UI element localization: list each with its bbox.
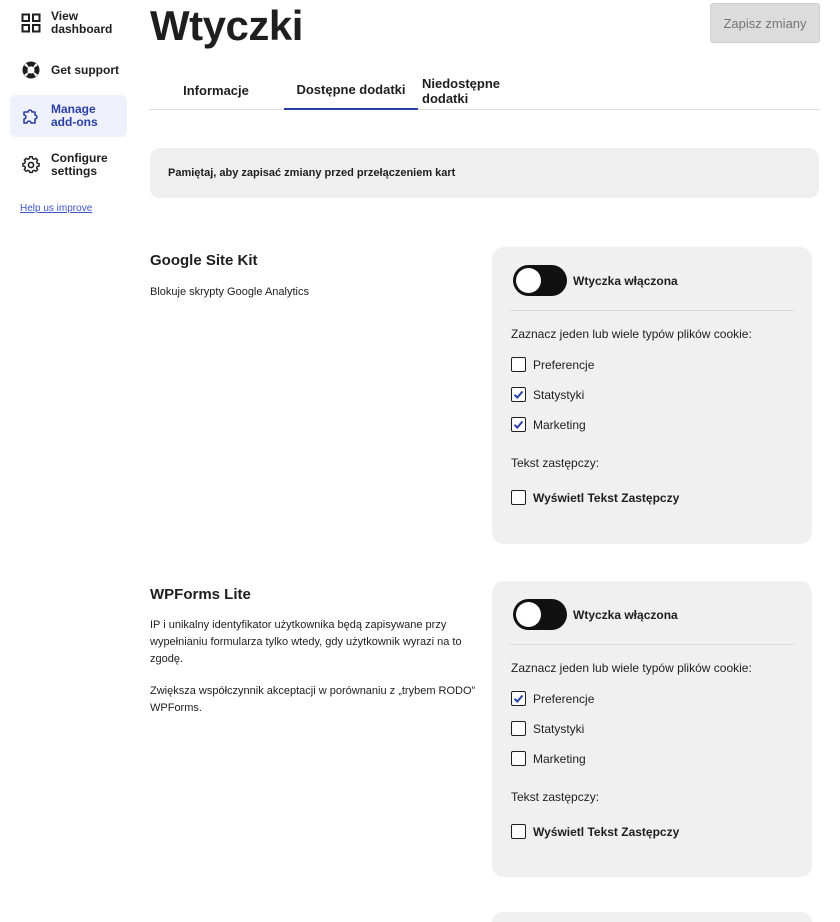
help-us-improve-link[interactable]: Help us improve — [20, 203, 93, 214]
sidebar-item-label: Manage add-ons — [51, 102, 98, 129]
plugin-settings-panel — [492, 581, 812, 877]
checkbox[interactable] — [511, 387, 526, 402]
save-reminder-notice: Pamiętaj, aby zapisać zmiany przed przełączeniem kart — [150, 148, 819, 198]
gear-icon — [20, 154, 42, 176]
sidebar-item-label: Configure settings — [51, 151, 108, 178]
plugin-title: WPForms Lite — [150, 586, 251, 603]
checkbox-label: Statystyki — [533, 721, 585, 736]
plugin-title: Google Site Kit — [150, 252, 258, 269]
puzzle-icon — [20, 105, 42, 127]
next-plugin-panel — [492, 912, 812, 922]
cookie-checkbox-preferencje[interactable] — [511, 691, 594, 706]
toggle-knob — [516, 268, 541, 293]
lifebuoy-icon — [20, 59, 42, 81]
checkbox-label: Marketing — [533, 417, 586, 432]
checkmark-icon — [513, 389, 524, 400]
sidebar-item-configure-settings[interactable] — [10, 144, 127, 186]
toggle-label: Wtyczka włączona — [573, 607, 678, 622]
toggle-switch[interactable] — [513, 599, 567, 630]
page-title: Wtyczki — [150, 2, 303, 49]
plugin-description: Zwiększa współczynnik akceptacji w porównaniu z „trybem RODO” WPForms. — [150, 685, 476, 714]
checkbox-label: Wyświetl Tekst Zastępczy — [533, 490, 680, 505]
checkbox-label: Statystyki — [533, 387, 585, 402]
tab-niedostepne-dodatki[interactable]: Niedostępne dodatki — [422, 75, 501, 106]
sidebar-item-get-support[interactable] — [10, 49, 127, 91]
checkbox[interactable] — [511, 824, 526, 839]
save-button[interactable]: Zapisz zmiany — [710, 3, 820, 43]
dashboard-icon — [20, 12, 42, 34]
placeholder-heading: Tekst zastępczy: — [511, 456, 600, 470]
cookie-checkbox-marketing[interactable] — [511, 751, 586, 766]
checkbox[interactable] — [511, 751, 526, 766]
cookie-checkbox-preferencje[interactable] — [511, 357, 594, 372]
sidebar-item-label: Get support — [51, 62, 119, 77]
toggle-knob — [516, 602, 541, 627]
sidebar-item-label: View dashboard — [51, 9, 113, 36]
plugin-description: IP i unikalny identyfikator użytkownika będą zapisywane przy wypełnianiu formularza tylko wtedy, gdy użytkownik wyrazi na to zgodę. — [150, 619, 462, 665]
divider — [510, 644, 794, 645]
plugin-description: Blokuje skrypty Google Analytics — [150, 286, 309, 298]
tab-informacje[interactable]: Informacje — [183, 83, 249, 98]
checkmark-icon — [513, 419, 524, 430]
tab-bar — [150, 71, 820, 110]
checkbox[interactable] — [511, 721, 526, 736]
plugin-enabled-toggle[interactable] — [513, 265, 678, 296]
divider — [510, 310, 794, 311]
cookie-checkbox-marketing[interactable] — [511, 417, 586, 432]
tab-dostepne-dodatki[interactable]: Dostępne dodatki — [284, 71, 418, 110]
cookie-checkbox-statystyki[interactable] — [511, 387, 584, 402]
checkbox-label: Wyświetl Tekst Zastępczy — [533, 824, 680, 839]
placeholder-text-checkbox[interactable] — [511, 824, 679, 839]
sidebar-item-manage-add-ons[interactable] — [10, 95, 127, 137]
checkbox[interactable] — [511, 417, 526, 432]
checkbox[interactable] — [511, 490, 526, 505]
checkbox[interactable] — [511, 357, 526, 372]
checkbox-label: Marketing — [533, 751, 586, 766]
checkbox-label: Preferencje — [533, 691, 595, 706]
cookie-type-prompt: Zaznacz jeden lub wiele typów plików cookie: — [511, 661, 752, 675]
cookie-checkbox-statystyki[interactable] — [511, 721, 584, 736]
placeholder-heading: Tekst zastępczy: — [511, 790, 600, 804]
plugin-enabled-toggle[interactable] — [513, 599, 678, 630]
checkmark-icon — [513, 693, 524, 704]
toggle-label: Wtyczka włączona — [573, 273, 678, 288]
sidebar — [0, 0, 140, 922]
checkbox-label: Preferencje — [533, 357, 595, 372]
plugin-settings-panel — [492, 247, 812, 544]
sidebar-item-view-dashboard[interactable] — [10, 2, 127, 44]
placeholder-text-checkbox[interactable] — [511, 490, 679, 505]
cookie-type-prompt: Zaznacz jeden lub wiele typów plików cookie: — [511, 327, 752, 341]
toggle-switch[interactable] — [513, 265, 567, 296]
checkbox[interactable] — [511, 691, 526, 706]
